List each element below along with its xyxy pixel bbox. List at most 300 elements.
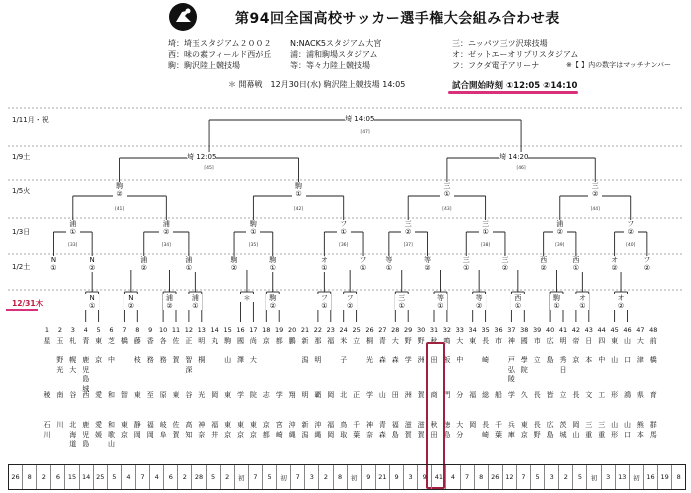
team-name-1: 丸 xyxy=(211,337,219,345)
team-name-3: 長 xyxy=(533,391,541,399)
team-prefecture: 石川 xyxy=(43,421,51,439)
team-name-2: 山 xyxy=(611,356,619,364)
team-name-1: 野 xyxy=(404,337,412,345)
round-label-r1: 12/31木 xyxy=(12,299,44,308)
round-label-quarters: 1/5火 xyxy=(12,187,31,195)
team-prefecture: 沖縄 xyxy=(288,421,296,439)
team-number: 9 xyxy=(148,326,153,334)
team-name-2: 板 xyxy=(443,356,451,364)
team-name-3: 覇 xyxy=(314,391,322,399)
team-name-3: 智 xyxy=(120,391,128,399)
team-prefecture: 愛媛 xyxy=(95,421,103,439)
venue-legend-item: 西：味の素フィールド西が丘 xyxy=(168,50,272,59)
team-number: 36 xyxy=(494,326,503,334)
team-name-2: 学 xyxy=(404,356,412,364)
r1-match: フ ① xyxy=(317,294,331,310)
quarter-match: 三 ① xyxy=(440,182,454,198)
team-name-3: 洲 xyxy=(404,391,412,399)
team-name-3: 総 xyxy=(482,391,490,399)
appearance-count-cell: 9 xyxy=(362,465,376,489)
r2-match: 等 ② xyxy=(421,256,435,272)
team-name-1: 大 xyxy=(391,337,399,345)
team-name-2: 戸弘陵 xyxy=(507,356,515,384)
team-number: 8 xyxy=(135,326,140,334)
team-number: 25 xyxy=(352,326,361,334)
round-label-semis: 1/9土 xyxy=(12,153,31,161)
round-label-r2: 1/2土 xyxy=(12,263,31,271)
appearance-count-cell: 26 xyxy=(9,465,23,489)
r1-match: フ ② xyxy=(343,294,357,310)
r2-match: 浦 ② xyxy=(137,256,151,272)
appearance-count-cell: 初 xyxy=(630,465,644,489)
team-number: 12 xyxy=(184,326,194,334)
match-number: [40] xyxy=(626,243,636,248)
team-name-1: 橋 xyxy=(120,337,128,345)
team-name-1: 新 xyxy=(301,337,309,345)
appearance-count-cell: 5 xyxy=(263,465,277,489)
match-number: [35] xyxy=(248,243,259,248)
team-name-2: 洲 xyxy=(417,356,425,364)
team-name-1: 米 xyxy=(340,337,348,345)
team-number: 23 xyxy=(326,326,335,334)
team-name-2: 光 xyxy=(366,356,373,364)
r1-match: 駒 ① xyxy=(550,294,564,310)
team-name-1: 尚 xyxy=(249,337,257,345)
team-prefecture: 岡山 xyxy=(572,421,580,439)
team-name-1: 前 xyxy=(649,337,657,345)
team-name-1: 各 xyxy=(159,337,167,345)
team-name-3: 賀 xyxy=(417,391,425,399)
semifinal-match: 埼 14:20 xyxy=(499,153,529,161)
team-prefecture: 青森 xyxy=(378,421,386,439)
team-name-2: 明 xyxy=(314,356,322,364)
team-name-1: 野 xyxy=(417,337,425,345)
team-prefecture: 岐阜 xyxy=(159,421,167,439)
team-name-3: 翔 xyxy=(288,391,296,399)
team-name-1: 山 xyxy=(624,337,631,345)
team-number: 32 xyxy=(442,326,452,334)
team-name-1: 青 xyxy=(378,337,386,345)
team-name-3: 岡 xyxy=(327,391,335,399)
team-prefecture: 滋賀 xyxy=(404,421,412,439)
team-name-1: 都 xyxy=(275,337,283,345)
venue-legend-item: オ：ゼットエーオリプリスタジアム xyxy=(452,50,579,59)
team-name-1: 明 xyxy=(559,337,567,345)
appearance-count-cell: 2 xyxy=(319,465,333,489)
team-number: 38 xyxy=(520,326,529,334)
venue-legend-item: フ：フクダ電子アリーナ xyxy=(452,61,540,70)
r1-match: 等 ② xyxy=(472,294,486,310)
venue-legend-item: N:NACK5スタジアム大宮 xyxy=(290,39,382,48)
appearance-count-cell: 7 xyxy=(291,465,305,489)
match-number: [47] xyxy=(360,130,370,135)
appearance-count-cell: 14 xyxy=(80,465,94,489)
team-name-3: 長 xyxy=(572,391,580,399)
team-name-3: 明 xyxy=(301,391,309,399)
r2-match: 等 ① xyxy=(382,256,396,272)
appearance-count-cell: 13 xyxy=(616,465,630,489)
team-number: 41 xyxy=(558,326,568,334)
team-name-3: 光 xyxy=(198,391,206,399)
venue-legend-item: 埼：埼玉スタジアム２００２ xyxy=(168,39,272,48)
team-name-2: 務 xyxy=(146,356,154,364)
team-prefecture: 徳島 xyxy=(443,421,451,439)
team-number: 2 xyxy=(57,326,62,334)
team-name-3: 船 xyxy=(495,391,502,399)
team-name-1: 福 xyxy=(327,337,335,345)
r2-match: オ ② xyxy=(608,256,622,272)
team-name-3: 南 xyxy=(56,391,64,399)
r2-match: フ ② xyxy=(640,256,654,272)
team-number: 30 xyxy=(416,326,426,334)
appearance-count-cell: 初 xyxy=(277,465,291,489)
appearance-count-cell: 9 xyxy=(390,465,404,489)
team-name-2: 賀 xyxy=(172,356,180,364)
r2-match: 浦 ① xyxy=(182,256,196,272)
r3-match: 浦 ② xyxy=(553,220,567,236)
team-name-3: 福 xyxy=(469,391,477,399)
team-name-3: 東 xyxy=(133,391,141,399)
team-name-3: 県 xyxy=(636,391,644,399)
team-prefecture: 京都 xyxy=(262,421,270,439)
appearance-count-cell: 41 xyxy=(432,465,446,489)
team-number: 1 xyxy=(44,326,50,334)
team-number: 29 xyxy=(404,326,413,334)
team-name-1: 芝 xyxy=(108,337,115,345)
team-name-2: 大 xyxy=(249,356,257,364)
final-match: 埼 14:05 xyxy=(345,115,375,123)
team-number: 6 xyxy=(109,326,114,334)
appearance-count-cell: 3 xyxy=(602,465,616,489)
team-prefecture: 兵庫 xyxy=(507,421,515,439)
team-prefecture: 福岡 xyxy=(327,421,335,439)
r1-match: 駒 ② xyxy=(266,294,280,310)
team-prefecture: 広島 xyxy=(546,421,554,439)
team-prefecture: 東京 xyxy=(249,421,257,439)
team-prefecture: 東京 xyxy=(520,421,528,439)
team-name-1: 明 xyxy=(198,337,206,345)
r2-match: N ① xyxy=(46,256,60,272)
appearance-count-cell: 6 xyxy=(164,465,178,489)
team-name-1: 大 xyxy=(636,337,644,345)
team-name-1: 京 xyxy=(262,337,270,345)
team-prefecture: 長崎 xyxy=(482,421,490,439)
team-name-1: 日 xyxy=(585,337,593,345)
team-prefecture: 三重 xyxy=(585,421,593,439)
team-name-2: 京 xyxy=(572,356,580,364)
team-name-2: 山 xyxy=(224,356,232,364)
team-name-3: 北 xyxy=(340,391,348,399)
r2-match: 西 ① xyxy=(569,256,583,272)
team-name-3: 学 xyxy=(275,391,283,399)
venue-legend-item: 駒：駒沢陸上競技場 xyxy=(168,61,240,70)
team-prefecture: 東京 xyxy=(224,421,232,439)
appearance-count-cell: 28 xyxy=(192,465,206,489)
appearance-count-cell: 16 xyxy=(644,465,658,489)
team-name-1: 帝 xyxy=(572,337,580,345)
team-name-1: 桐 xyxy=(366,337,373,345)
team-prefecture: 東京 xyxy=(120,421,128,439)
team-name-3: 育 xyxy=(649,391,657,399)
quarter-match: 三 ② xyxy=(588,182,602,198)
r2-match: 三 ② xyxy=(498,256,512,272)
team-name-3: 商 xyxy=(430,391,438,399)
team-name-2: 子 xyxy=(340,356,348,364)
team-number: 3 xyxy=(70,326,75,334)
team-name-1: 青 xyxy=(82,337,90,345)
match-number: [41] xyxy=(114,207,125,212)
team-name-3: 正 xyxy=(353,391,361,399)
team-name-3: 工 xyxy=(598,391,606,399)
team-prefecture: 滋賀 xyxy=(417,421,425,439)
venue-legend-item: 浦：浦和駒場スタジアム xyxy=(290,50,378,59)
match-number: [37] xyxy=(403,243,413,248)
team-name-1: 市 xyxy=(495,337,502,345)
appearance-count-cell: 初 xyxy=(587,465,601,489)
appearance-count-strip xyxy=(8,464,686,490)
appearance-count-cell: 5 xyxy=(207,465,221,489)
r3-match: 三 ① xyxy=(479,220,493,236)
team-name-1: 四 xyxy=(598,337,606,345)
team-name-3: 分 xyxy=(456,391,464,399)
team-name-1: 広 xyxy=(546,337,554,345)
team-name-1: 秋 xyxy=(430,337,438,345)
team-name-3: 山 xyxy=(378,391,386,399)
appearance-count-cell: 3 xyxy=(404,465,418,489)
team-name-2: 澤 xyxy=(237,356,244,364)
appearance-count-cell: 初 xyxy=(235,465,249,489)
team-name-1: 鳴 xyxy=(443,337,451,345)
appearance-count-cell: 3 xyxy=(545,465,559,489)
team-number: 7 xyxy=(122,326,127,334)
team-number: 18 xyxy=(262,326,271,334)
team-name-1: 東 xyxy=(469,337,477,345)
team-name-2: 津 xyxy=(636,356,644,364)
team-name-1: 星 xyxy=(43,337,51,345)
round-label-r3: 1/3日 xyxy=(12,228,31,236)
team-prefecture: 東京 xyxy=(237,421,244,439)
r2-match: 駒 ① xyxy=(266,256,280,272)
appearance-count-cell: 2 xyxy=(221,465,235,489)
team-name-1: 駒 xyxy=(224,337,232,345)
team-prefecture: 鹿児島 xyxy=(82,421,90,449)
quarter-match: 駒 ② xyxy=(113,182,127,198)
appearance-count-cell: 8 xyxy=(676,473,681,481)
team-name-3: 学 xyxy=(237,391,244,399)
round-label-final: 1/11月・祝 xyxy=(12,116,49,124)
team-number: 24 xyxy=(339,326,348,334)
team-name-3: 久 xyxy=(520,391,528,399)
team-number: 5 xyxy=(96,326,101,334)
team-name-3: 東 xyxy=(224,391,232,399)
appearance-count-cell: 26 xyxy=(489,465,503,489)
team-number: 21 xyxy=(300,326,310,334)
team-name-2: 口 xyxy=(624,356,631,364)
appearance-count-cell: 21 xyxy=(376,465,390,489)
team-number: 35 xyxy=(481,326,490,334)
team-number: 20 xyxy=(287,326,297,334)
team-name-3: 志 xyxy=(262,391,270,399)
team-name-3: 西 xyxy=(82,391,90,399)
appearance-count-cell: 7 xyxy=(461,465,475,489)
team-name-1: 國 xyxy=(520,337,528,345)
match-number: [46] xyxy=(516,166,526,171)
team-name-2: 幌大 xyxy=(69,356,77,374)
match-number: [44] xyxy=(590,207,600,212)
r2-match: N ② xyxy=(85,256,99,272)
appearance-count-cell: 8 xyxy=(475,465,489,489)
appearance-count-cell: 初 xyxy=(348,465,362,489)
team-name-2: 森 xyxy=(378,356,386,364)
team-number: 46 xyxy=(623,326,632,334)
appearance-count-cell: 7 xyxy=(249,465,263,489)
appearance-count-cell: 5 xyxy=(531,465,545,489)
team-prefecture: 福岡 xyxy=(146,421,154,439)
team-number: 45 xyxy=(610,326,619,334)
team-number: 14 xyxy=(210,326,219,334)
team-name-3: 谷 xyxy=(69,391,77,399)
appearance-count-cell: 7 xyxy=(136,465,150,489)
team-name-3: 院 xyxy=(249,391,257,399)
r1-match: 三 ① xyxy=(395,294,409,310)
team-prefecture: 和歌山 xyxy=(108,421,115,449)
team-number: 47 xyxy=(636,326,645,334)
team-name-2: 中 xyxy=(598,356,606,364)
match-number-note: ※【 】内の数字はマッチナンバー xyxy=(566,61,671,69)
appearance-count-cell: 19 xyxy=(658,465,672,489)
team-number: 40 xyxy=(545,326,555,334)
team-number: 31 xyxy=(429,326,439,334)
team-prefecture: 神奈 xyxy=(366,421,373,439)
appearance-count-cell: 3 xyxy=(305,465,319,489)
team-name-2: 島 xyxy=(546,356,554,364)
appearance-count-cell: 5 xyxy=(108,465,122,489)
team-name-1: 玉 xyxy=(56,337,64,345)
match-number: [36] xyxy=(339,243,349,248)
team-name-2: 智深 xyxy=(185,356,193,374)
appearance-count-cell: 4 xyxy=(150,465,164,489)
team-name-3: 岡 xyxy=(211,391,219,399)
r3-match: 三 ② xyxy=(401,220,415,236)
team-name-3: 田 xyxy=(391,391,399,399)
team-number: 28 xyxy=(391,326,400,334)
team-name-2: 學院 xyxy=(520,356,528,374)
appearance-count-cell: 4 xyxy=(446,465,460,489)
r1-match: N ① xyxy=(85,294,99,310)
team-name-3: 学 xyxy=(507,391,515,399)
team-number: 11 xyxy=(171,326,181,334)
team-number: 16 xyxy=(236,326,245,334)
team-name-2: 桐 xyxy=(198,356,206,364)
team-prefecture: 福井 xyxy=(211,421,219,439)
team-prefecture: 秋田 xyxy=(430,421,438,439)
team-name-1: 鵬 xyxy=(288,337,296,345)
match-number: [38] xyxy=(480,243,491,248)
team-number: 48 xyxy=(649,326,658,334)
team-name-3: 和 xyxy=(108,391,115,399)
appearance-count-cell: 2 xyxy=(559,465,573,489)
appearance-count-cell: 9 xyxy=(418,465,432,489)
team-name-2: 森 xyxy=(391,356,399,364)
match-number: [42] xyxy=(293,207,304,212)
team-number: 19 xyxy=(275,326,284,334)
team-name-3: 学 xyxy=(366,391,373,399)
r1-match: N ② xyxy=(124,294,138,310)
team-number: 13 xyxy=(197,326,206,334)
team-name-3: 立 xyxy=(559,391,567,399)
team-prefecture: 山口 xyxy=(624,421,631,439)
r2-match: 三 ① xyxy=(459,256,473,272)
team-name-2: 京 xyxy=(95,356,103,364)
team-name-3: 愛 xyxy=(95,391,103,399)
team-prefecture: 鳥取 xyxy=(340,421,348,439)
team-number: 22 xyxy=(313,326,323,334)
team-prefecture: 群馬 xyxy=(649,421,657,439)
team-prefecture: 神奈 xyxy=(198,421,206,439)
team-name-1: 香 xyxy=(146,337,154,345)
team-name-1: 長 xyxy=(482,337,490,345)
team-name-2: 鹿児島城 xyxy=(82,356,90,393)
team-name-2: 立 xyxy=(533,356,541,364)
team-number: 15 xyxy=(223,326,232,334)
team-number: 33 xyxy=(455,326,464,334)
team-prefecture: 静岡 xyxy=(133,421,141,439)
team-name-2: 務 xyxy=(159,356,167,364)
appearance-count-cell: 6 xyxy=(51,465,65,489)
appearance-count-cell: 8 xyxy=(334,465,348,489)
team-prefecture: 茨城 xyxy=(559,421,567,439)
team-prefecture: 宮崎 xyxy=(275,421,283,439)
r1-match: 浦 ② xyxy=(163,294,177,310)
team-name-1: 那 xyxy=(314,337,322,345)
team-number: 44 xyxy=(597,326,606,334)
team-name-1: 佐 xyxy=(172,337,180,345)
team-name-1: 立 xyxy=(353,337,361,345)
team-name-2: 橋 xyxy=(649,356,657,364)
r3-match: 駒 ① xyxy=(246,220,260,236)
team-prefecture: 高知 xyxy=(185,421,193,439)
appearance-count-cell: 12 xyxy=(503,465,517,489)
team-number: 42 xyxy=(571,326,581,334)
r1-match: オ ① xyxy=(575,294,589,310)
team-name-3: 文 xyxy=(585,391,593,399)
team-prefecture: 三重 xyxy=(598,421,606,439)
match-number: [39] xyxy=(555,243,565,248)
match-number: [33] xyxy=(68,243,78,248)
team-number: 37 xyxy=(507,326,516,334)
team-prefecture: 福島 xyxy=(391,421,399,439)
appearance-count-cell: 2 xyxy=(37,465,51,489)
r1-match: オ ② xyxy=(614,294,628,310)
match-number: [43] xyxy=(442,207,452,212)
quarter-match: 駒 ① xyxy=(292,182,306,198)
team-name-1: 藤 xyxy=(133,337,141,345)
team-number: 10 xyxy=(158,326,168,334)
team-name-3: 稜 xyxy=(43,391,51,399)
r3-match: 浦 ① xyxy=(66,220,80,236)
team-name-1: 市 xyxy=(533,337,541,345)
team-prefecture: 山形 xyxy=(611,421,619,439)
team-prefecture: 大分 xyxy=(456,421,464,439)
team-name-2: 中 xyxy=(456,356,464,364)
team-name-3: 東 xyxy=(172,391,180,399)
team-name-2: 野光 xyxy=(56,356,64,374)
appearance-count-cell: 8 xyxy=(23,465,37,489)
team-prefecture: 千葉 xyxy=(495,421,502,439)
team-name-3: 皆 xyxy=(546,391,554,399)
r1-match: 西 ① xyxy=(511,294,525,310)
team-name-1: 大 xyxy=(456,337,464,345)
